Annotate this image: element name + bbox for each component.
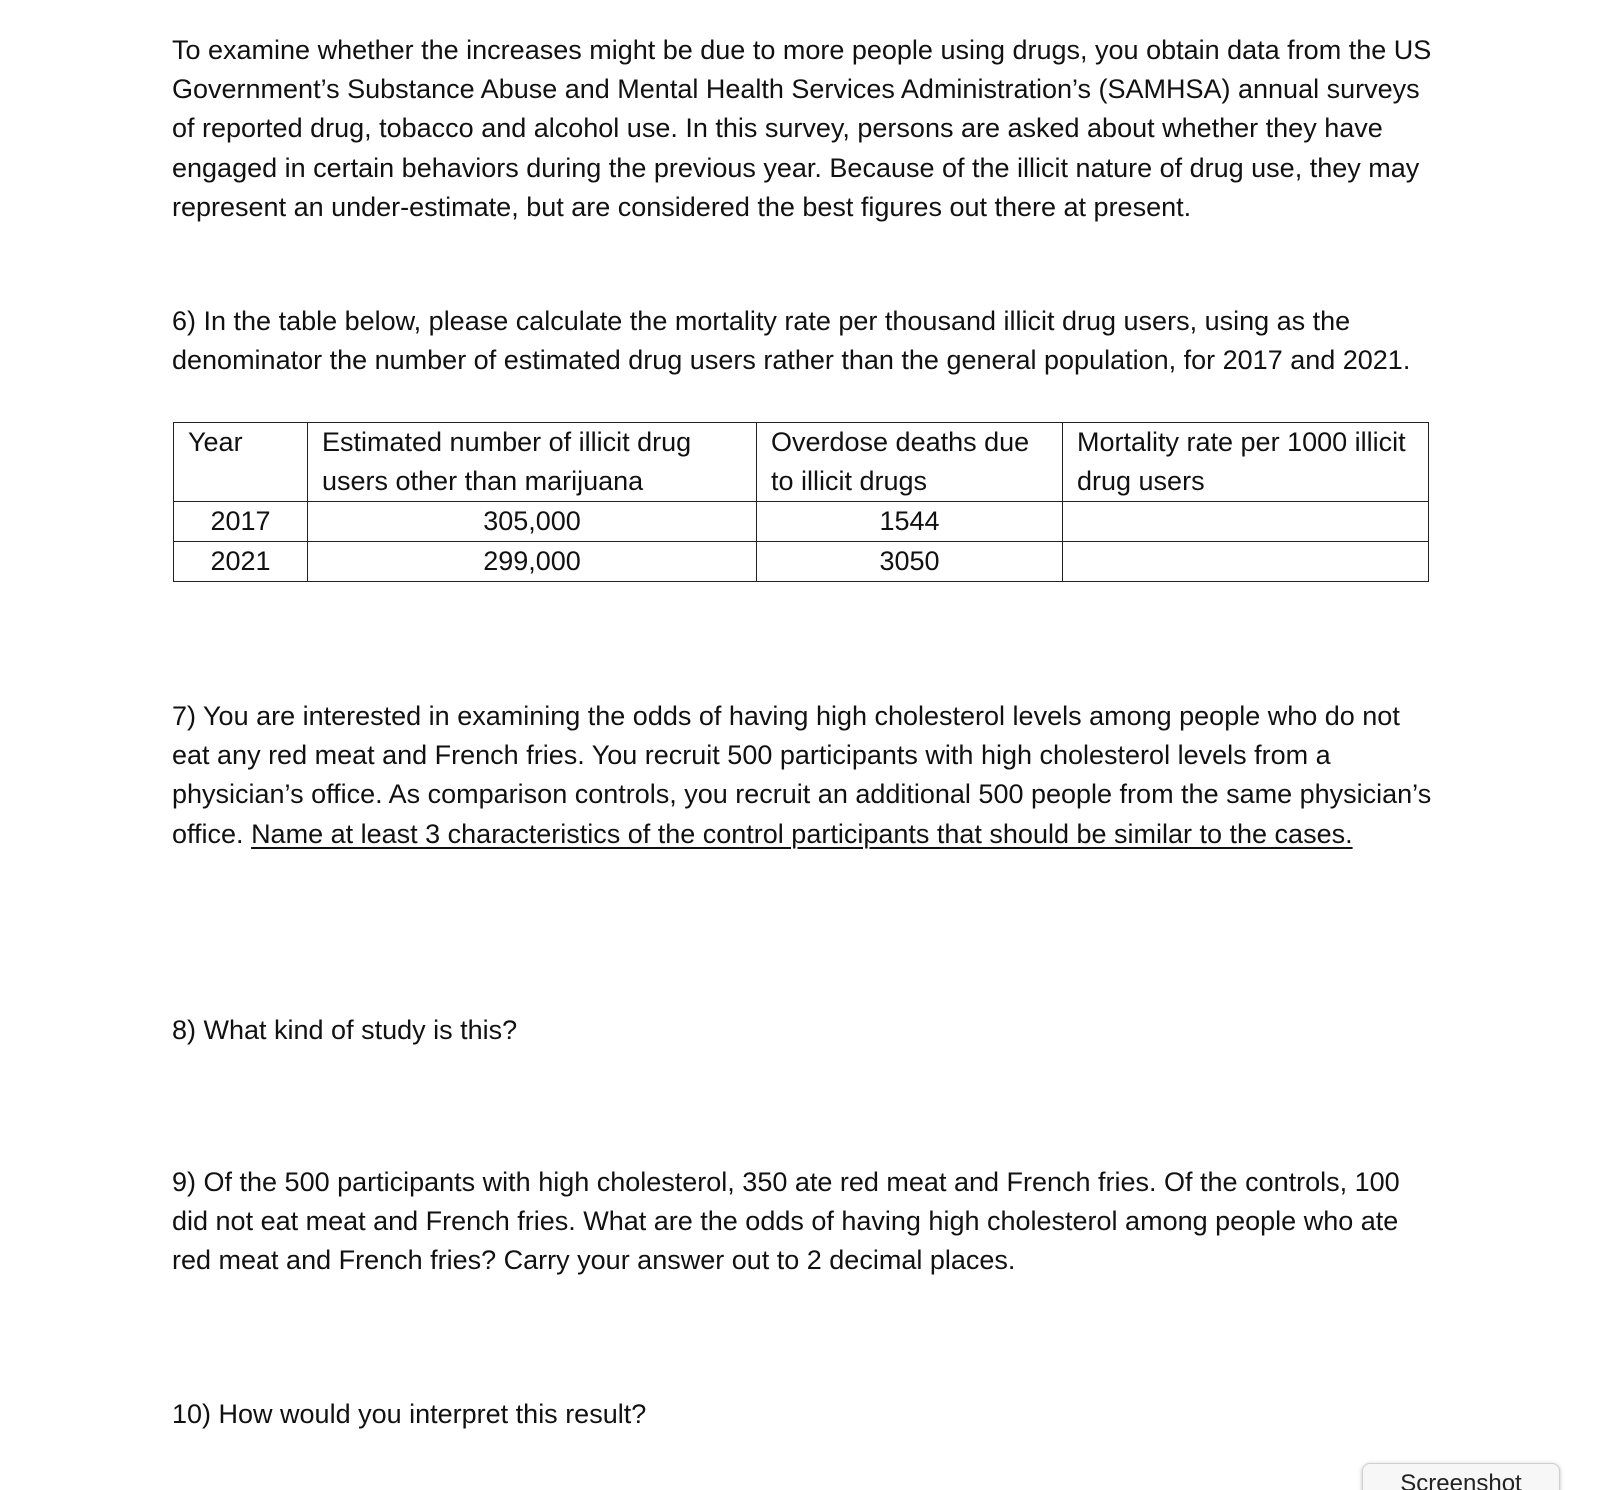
table-row xyxy=(174,502,1429,542)
mortality-table xyxy=(173,422,1429,582)
question-9: 9) Of the 500 participants with high cholesterol, 350 ate red meat and French fries. Of the controls, 100 did not eat meat and French fries. What are the odds of having high cholesterol among people who ate red meat and French fries? Carry your answer out to 2 decimal places. xyxy=(172,1167,1400,1276)
screenshot-button[interactable]: Screenshot xyxy=(1362,1463,1560,1490)
question-7-text: 7) You are interested in examining the odds of having high cholesterol levels among people who do not eat any red meat and French fries. You recruit 500 participants with high cholesterol levels from a physician’s office. As comparison controls, you recruit an additional 500 people from the same physician’s office. xyxy=(172,701,1432,849)
cell-year: 2021 xyxy=(174,542,308,582)
header-year: Year xyxy=(174,423,308,502)
cell-users: 305,000 xyxy=(308,502,757,542)
question-8: 8) What kind of study is this? xyxy=(172,1015,518,1045)
question-6: 6) In the table below, please calculate the mortality rate per thousand illicit drug users, using as the denominator the number of estimated drug users rather than the general population, for 2017 and 2021. xyxy=(172,306,1411,376)
table-header-row xyxy=(174,423,1429,502)
cell-rate-answer[interactable] xyxy=(1063,502,1429,542)
question-7 xyxy=(172,697,1434,854)
question-10: 10) How would you interpret this result? xyxy=(172,1399,647,1429)
question-7-underlined-prompt: Name at least 3 characteristics of the control participants that should be similar to the cases. xyxy=(251,818,1353,849)
cell-deaths: 1544 xyxy=(757,502,1063,542)
cell-users: 299,000 xyxy=(308,542,757,582)
table-row xyxy=(174,542,1429,582)
header-mortality-rate: Mortality rate per 1000 illicit drug users xyxy=(1063,423,1429,502)
cell-deaths: 3050 xyxy=(757,542,1063,582)
header-estimated-users: Estimated number of illicit drug users other than marijuana xyxy=(308,423,757,502)
cell-year: 2017 xyxy=(174,502,308,542)
header-overdose-deaths: Overdose deaths due to illicit drugs xyxy=(757,423,1063,502)
cell-rate-answer[interactable] xyxy=(1063,542,1429,582)
intro-paragraph: To examine whether the increases might be due to more people using drugs, you obtain data from the US Government’s Substance Abuse and Mental Health Services Administration’s (SAMHSA) annual surveys of reported drug, tobacco and alcohol use. In this survey, persons are asked about whether they have engaged in certain behaviors during the previous year. Because of the illicit nature of drug use, they may represent an under-estimate, but are considered the best figures out there at present. xyxy=(172,35,1432,222)
